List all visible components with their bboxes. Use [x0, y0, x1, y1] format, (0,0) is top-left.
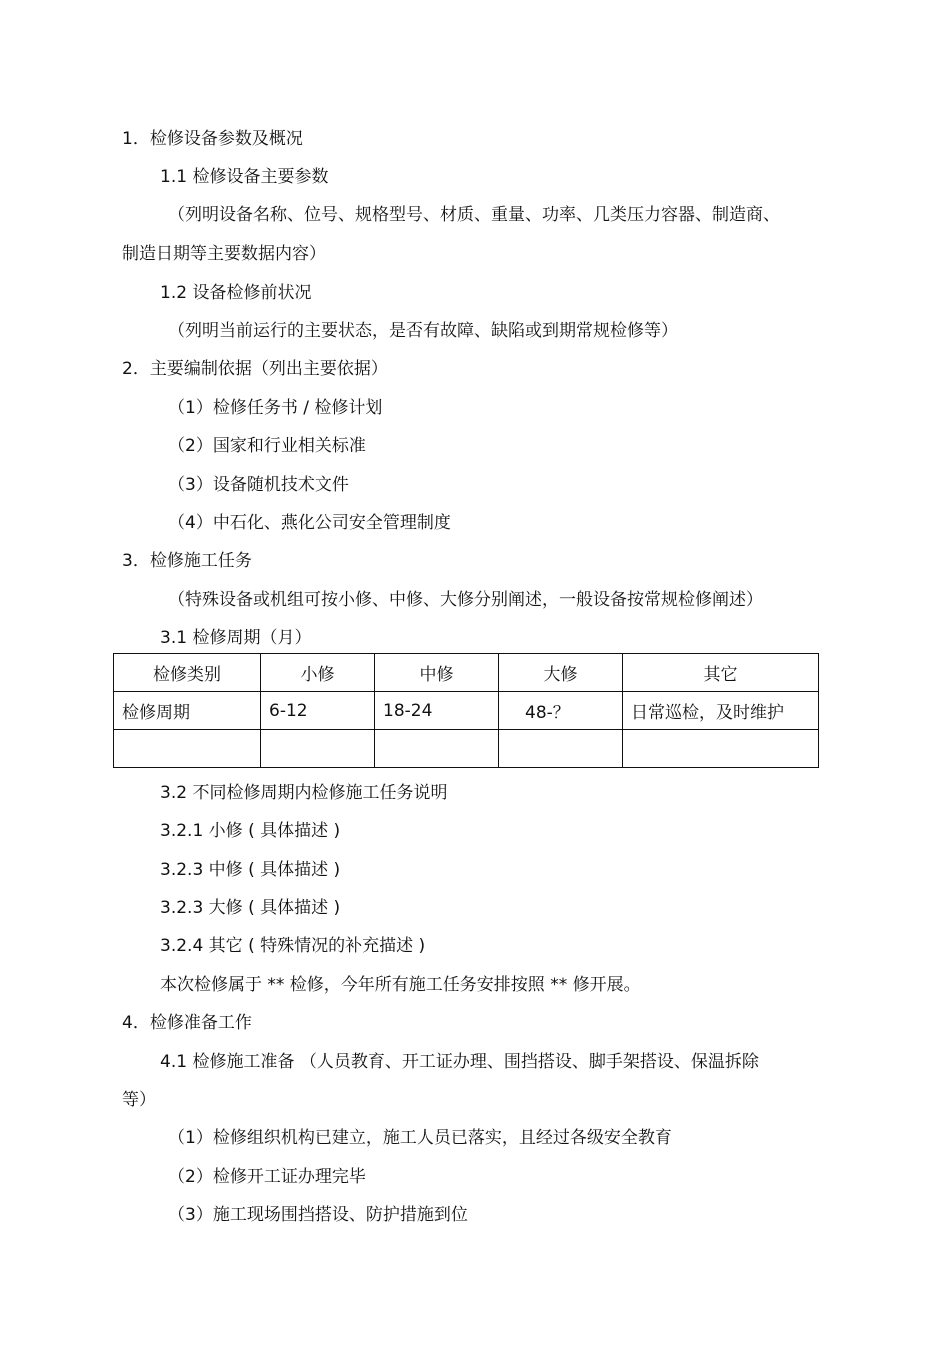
table-cell: 48-？ [499, 692, 623, 730]
heading-3-2-4: 3.2.4 其它 ( 特殊情况的补充描述 ) [160, 936, 426, 956]
heading-3-2: 3.2 不同检修周期内检修施工任务说明 [160, 783, 448, 803]
list-item: （3）施工现场围挡搭设、防护措施到位 [168, 1205, 468, 1225]
table-header-cell: 检修类别 [114, 654, 261, 692]
heading-3-2-3: 3.2.3 大修 ( 具体描述 ) [160, 898, 341, 918]
table-cell: 6-12 [261, 692, 375, 730]
heading-2: 2．主要编制依据（列出主要依据） [122, 359, 388, 379]
list-item: （2）国家和行业相关标准 [168, 436, 366, 456]
heading-3-2-1: 3.2.1 小修 ( 具体描述 ) [160, 821, 341, 841]
paragraph-text: 制造日期等主要数据内容） [122, 244, 326, 264]
paragraph-text: 本次检修属于 ** 检修，今年所有施工任务安排按照 ** 修开展。 [160, 975, 641, 995]
maintenance-cycle-table [113, 653, 819, 768]
heading-1-1: 1.1 检修设备主要参数 [160, 167, 329, 187]
paragraph-text: （列明当前运行的主要状态，是否有故障、缺陷或到期常规检修等） [168, 321, 678, 341]
table-cell [261, 730, 375, 768]
table-header-cell: 大修 [499, 654, 623, 692]
heading-1: 1．检修设备参数及概况 [122, 129, 303, 149]
table-header-row [114, 654, 819, 692]
paragraph-text: （特殊设备或机组可按小修、中修、大修分别阐述，一般设备按常规检修阐述） [168, 590, 763, 610]
list-item: （1）检修组织机构已建立，施工人员已落实，且经过各级安全教育 [168, 1128, 672, 1148]
paragraph-text: 等） [122, 1090, 156, 1110]
list-item: （3）设备随机技术文件 [168, 475, 349, 495]
list-item: （4）中石化、燕化公司安全管理制度 [168, 513, 451, 533]
table-cell: 检修周期 [114, 692, 261, 730]
list-item: （1）检修任务书 / 检修计划 [168, 398, 383, 418]
table-cell: 日常巡检，及时维护 [623, 692, 819, 730]
heading-3-2-3: 3.2.3 中修 ( 具体描述 ) [160, 860, 341, 880]
heading-1-2: 1.2 设备检修前状况 [160, 283, 312, 303]
table-cell: 18-24 [375, 692, 499, 730]
heading-4-1: 4.1 检修施工准备 （人员教育、开工证办理、围挡搭设、脚手架搭设、保温拆除 [160, 1052, 759, 1072]
table-cell [114, 730, 261, 768]
table-cell [375, 730, 499, 768]
list-item: （2）检修开工证办理完毕 [168, 1167, 366, 1187]
heading-3-1: 3.1 检修周期（月） [160, 628, 312, 648]
table-header-cell: 其它 [623, 654, 819, 692]
heading-3: 3．检修施工任务 [122, 551, 252, 571]
heading-4: 4．检修准备工作 [122, 1013, 252, 1033]
table-header-cell: 小修 [261, 654, 375, 692]
table-cell [499, 730, 623, 768]
table-row [114, 730, 819, 768]
table-row [114, 692, 819, 730]
paragraph-text: （列明设备名称、位号、规格型号、材质、重量、功率、几类压力容器、制造商、 [168, 205, 780, 225]
table-header-cell: 中修 [375, 654, 499, 692]
table-cell [623, 730, 819, 768]
